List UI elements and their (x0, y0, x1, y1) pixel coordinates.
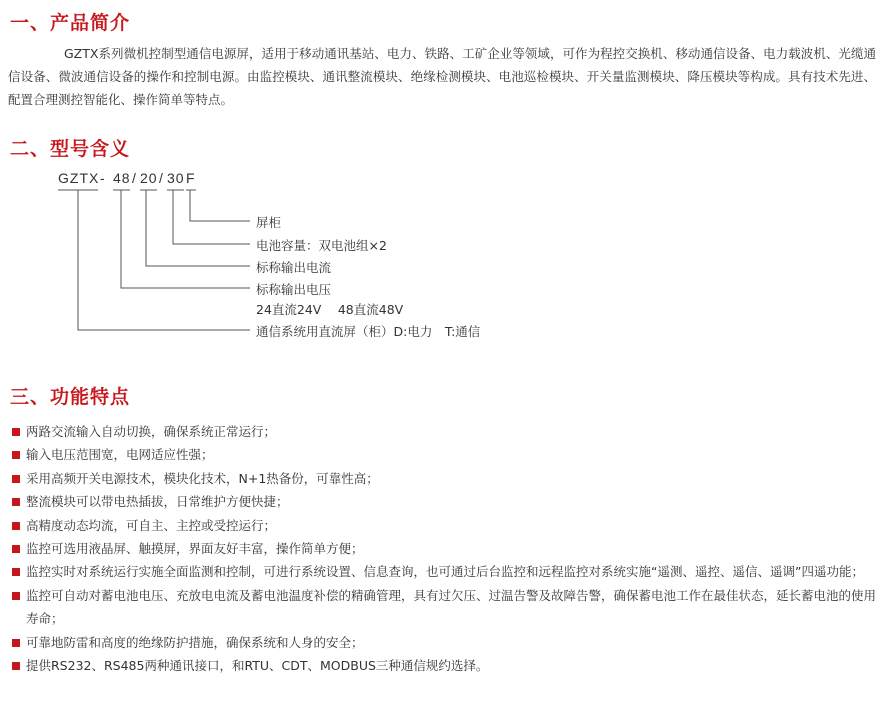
bullet-square-icon (12, 522, 20, 530)
section-title-intro: 一、产品简介 (10, 12, 131, 34)
list-item: 监控可自动对蓄电池电压、充放电电流及蓄电池温度补偿的精确管理，具有过欠压、过温告警及故障告警，确保蓄电池工作在最佳状态，延长蓄电池的使用寿命； (10, 584, 878, 631)
list-item: 监控可选用液晶屏、触摸屏，界面友好丰富，操作简单方便； (10, 537, 878, 560)
list-item: 整流模块可以带电热插拔，日常维护方便快捷； (10, 490, 878, 513)
code-part-cabinet: F (186, 170, 196, 186)
bullet-square-icon (12, 498, 20, 506)
code-part-capacity: 30 (167, 170, 185, 186)
code-part-dash: - (100, 170, 106, 186)
list-item: 采用高频开关电源技术，模块化技术，N+1热备份，可靠性高； (10, 467, 878, 490)
list-item: 监控实时对系统运行实施全面监测和控制，可进行系统设置、信息查询，也可通过后台监控和远程监控对系统实施“遥测、遥控、遥信、遥调”四遥功能； (10, 560, 878, 583)
list-item: 两路交流输入自动切换，确保系统正常运行； (10, 420, 878, 443)
bullet-square-icon (12, 568, 20, 576)
model-label-voltage-values: 24直流24V 48直流48V (256, 302, 404, 317)
code-part-voltage: 48 (113, 170, 131, 186)
bullet-square-icon (12, 662, 20, 670)
bullet-square-icon (12, 639, 20, 647)
list-item: 提供RS232、RS485两种通讯接口，和RTU、CDT、MODBUS三种通信规约选择。 (10, 654, 878, 677)
model-label-current: 标称输出电流 (256, 260, 332, 275)
bullet-square-icon (12, 428, 20, 436)
section-title-model: 二、型号含义 (10, 138, 131, 160)
model-label-system-type: 通信系统用直流屏（柜）D:电力 T:通信 (256, 324, 481, 339)
code-part-slash-2: / (159, 170, 164, 186)
feature-list (10, 420, 878, 677)
code-part-slash-1: / (132, 170, 137, 186)
code-part-current: 20 (140, 170, 158, 186)
list-item: 高精度动态均流，可自主、主控或受控运行； (10, 514, 878, 537)
model-label-voltage: 标称输出电压 (256, 282, 332, 297)
bullet-square-icon (12, 451, 20, 459)
section-title-features: 三、功能特点 (10, 386, 131, 408)
intro-paragraph: GZTX系列微机控制型通信电源屏，适用于移动通讯基站、电力、铁路、工矿企业等领域，可作为程控交换机、移动通信设备、电力载波机、光缆通信设备、微波通信设备的操作和控制电源。由监控模块、通讯整流模块、绝缘检测模块、电池巡检模块、开关量监测模块、降压模块等构成。具有技术先进、配置合理测控智能化、操作简单等特点。 (8, 46, 876, 107)
list-item: 可靠地防雷和高度的绝缘防护措施，确保系统和人身的安全； (10, 631, 878, 654)
model-label-capacity: 电池容量：双电池组×2 (256, 238, 387, 253)
bullet-square-icon (12, 592, 20, 600)
list-item: 输入电压范围宽，电网适应性强； (10, 443, 878, 466)
code-part-series: GZTX (58, 170, 100, 186)
model-label-cabinet: 屏柜 (256, 215, 282, 230)
bullet-square-icon (12, 475, 20, 483)
bullet-square-icon (12, 545, 20, 553)
